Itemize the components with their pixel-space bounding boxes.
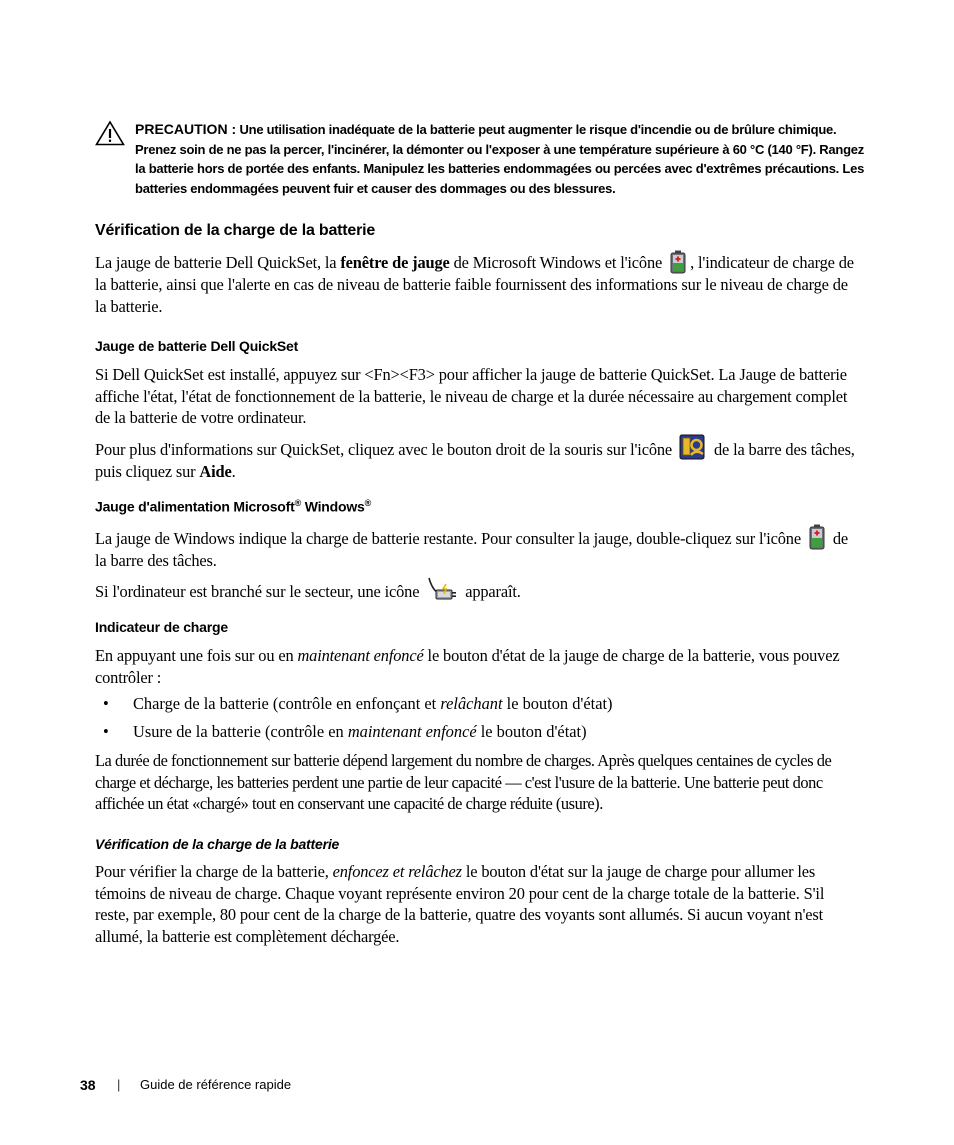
bullet-icon: • bbox=[103, 694, 109, 713]
registered-mark-2: ® bbox=[364, 498, 372, 508]
caution-label: PRECAUTION : bbox=[135, 121, 237, 137]
caution-notice bbox=[95, 120, 865, 198]
quickset-p2-text-2: de la barre des tâches, puis cliquez sur bbox=[95, 440, 855, 481]
battery-icon bbox=[669, 250, 687, 274]
registered-mark-1: ® bbox=[294, 498, 302, 508]
bullet-2-italic: maintenant enfoncé bbox=[347, 722, 477, 741]
bullet-2-text-1: Usure de la batterie (contrôle en bbox=[133, 722, 348, 741]
caution-text bbox=[135, 120, 865, 198]
indicator-paragraph-1 bbox=[95, 645, 857, 688]
verify-text-1: Pour vérifier la charge de la batterie, bbox=[95, 862, 333, 881]
verify-paragraph bbox=[95, 861, 857, 947]
quickset-paragraph-1: Si Dell QuickSet est installé, appuyez sur <Fn><F3> pour afficher la jauge de batterie QuickSet. La Jauge de batterie affiche l'état, l'état de fonctionnement de la batterie, le niveau de charge et la durée nécessaire au chargement complet de la batterie de votre ordinateur. bbox=[95, 365, 848, 427]
bullet-1-text-1: Charge de la batterie (contrôle en enfonçant et bbox=[133, 694, 441, 713]
quickset-icon bbox=[679, 433, 707, 461]
windows-p1-text-1: La jauge de Windows indique la charge de batterie restante. Pour consulter la jauge, double-cliquez sur l'icône bbox=[95, 529, 805, 548]
bullet-1-italic: relâchant bbox=[440, 694, 503, 713]
intro-text-3: , l'indicateur de charge de la batterie, ainsi que l'alerte en cas de niveau de batterie faible fournissent des informations sur le niveau de charge de la batterie. bbox=[95, 253, 854, 316]
quickset-paragraph-2 bbox=[95, 433, 857, 483]
indicator-p1-text-1: En appuyant une fois sur ou en bbox=[95, 646, 298, 665]
battery-icon bbox=[808, 524, 826, 550]
indicator-heading: Indicateur de charge bbox=[95, 619, 228, 635]
page-number: 38 bbox=[80, 1077, 96, 1093]
windows-paragraph-2 bbox=[95, 575, 857, 603]
quickset-p2-text-1: Pour plus d'informations sur QuickSet, cliquez avec le bouton droit de la souris sur l'icône bbox=[95, 440, 676, 459]
quickset-heading: Jauge de batterie Dell QuickSet bbox=[95, 338, 299, 354]
list-item-text bbox=[133, 721, 587, 743]
bullet-2-text-2: le bouton d'état) bbox=[476, 722, 587, 741]
bullet-icon: • bbox=[103, 722, 109, 741]
windows-paragraph-1 bbox=[95, 524, 857, 572]
footer-separator: | bbox=[117, 1077, 121, 1092]
windows-p1-text-2: de la barre des tâches. bbox=[95, 529, 849, 570]
footer-title: Guide de référence rapide bbox=[140, 1077, 292, 1092]
verify-text-2: le bouton d'état sur la jauge de charge pour allumer les témoins de niveau de charge. Chaque voyant représente environ 20 pour cent de la charge totale de la batterie. S'il reste, par exemple, 80 pour cent de la charge de la batterie, quatre des voyants sont allumés. Si aucun voyant n'est allumé, la batterie est complètement déchargée. bbox=[95, 862, 825, 946]
quickset-p2-text-3: . bbox=[231, 462, 236, 481]
help-term: Aide bbox=[199, 462, 232, 481]
windows-heading-part-2: Windows bbox=[301, 498, 365, 515]
intro-paragraph bbox=[95, 250, 857, 317]
verify-italic: enfoncez et relâchez bbox=[332, 862, 462, 881]
gauge-window-term: fenêtre de jauge bbox=[340, 253, 450, 272]
windows-p2-text-2: apparaît. bbox=[461, 582, 521, 601]
indicator-paragraph-2: La durée de fonctionnement sur batterie dépend largement du nombre de charges. Après quelques centaines de cycles de charge et décharge, les batteries perdent une partie de leur capacité — c'est l'usure de la batterie. Une batterie peut donc affichée un état «chargé» tout en conservant une capacité de charge réduite (usure). bbox=[95, 751, 832, 813]
indicator-p1-text-2: le bouton d'état de la jauge de charge de la batterie, vous pouvez contrôler : bbox=[95, 646, 840, 687]
caution-triangle-icon bbox=[95, 120, 125, 146]
windows-p2-text-1: Si l'ordinateur est branché sur le secteur, une icône bbox=[95, 582, 424, 601]
ac-power-plug-icon bbox=[426, 575, 458, 603]
indicator-p1-italic: maintenant enfoncé bbox=[297, 646, 424, 665]
bullet-1-text-2: le bouton d'état) bbox=[502, 694, 613, 713]
windows-heading bbox=[95, 498, 371, 515]
intro-text-2: de Microsoft Windows et l'icône bbox=[449, 253, 667, 272]
verify-heading: Vérification de la charge de la batterie bbox=[95, 836, 340, 852]
list-item-text bbox=[133, 693, 612, 715]
section-title: Vérification de la charge de la batterie bbox=[95, 222, 376, 239]
intro-text-1: La jauge de batterie Dell QuickSet, la bbox=[95, 253, 341, 272]
windows-heading-part-1: Jauge d'alimentation Microsoft bbox=[95, 498, 295, 515]
caution-body: Une utilisation inadéquate de la batterie peut augmenter le risque d'incendie ou de brûlure chimique. Prenez soin de ne pas la percer, l'incinérer, la démonter ou l'exposer à une température supérieure à 60 °C (140 °F). Rangez la batterie hors de portée des enfants. Manipulez les batteries endommagées ou percées avec d'extrêmes précautions. Les batteries endommagées peuvent fuir et causer des dommages ou des blessures. bbox=[135, 122, 865, 196]
